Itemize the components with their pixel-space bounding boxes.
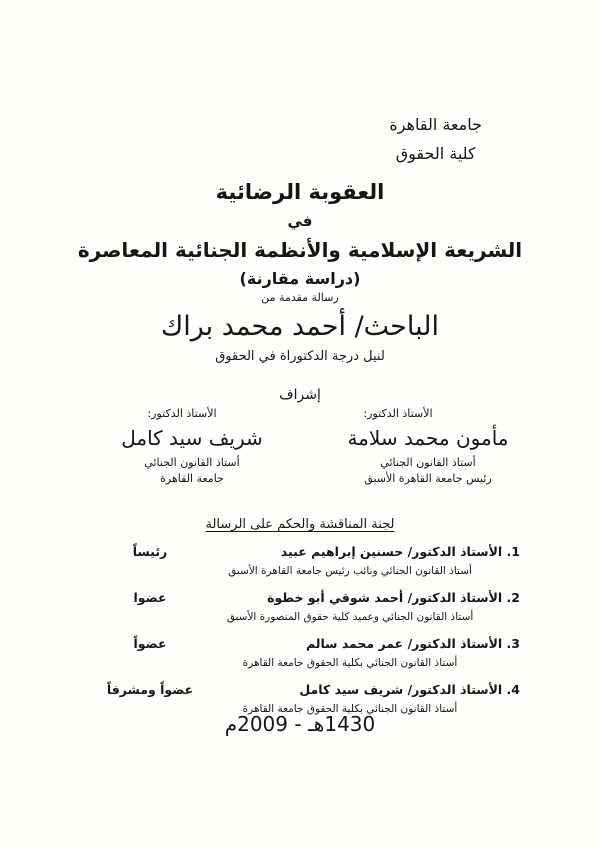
member-role: رئيساً xyxy=(132,544,168,559)
committee-member-row xyxy=(0,589,600,625)
supervisor-main xyxy=(308,407,548,487)
university-name: جامعة القاهرة xyxy=(389,115,482,134)
committee-section xyxy=(0,516,600,727)
supervisor-co xyxy=(72,407,312,487)
supervisor-title: الأستاذ الدكتور: xyxy=(147,407,217,420)
member-name: 2. الأستاذ الدكتور/ أحمد شوقي أبو خطوة xyxy=(267,590,520,605)
member-role: عضوا xyxy=(133,590,167,605)
supervisor-position: أستاذ القانون الجنائي xyxy=(144,456,240,469)
member-description: أستاذ القانون الجنائي بكلية الحقوق جامعة القاهرة xyxy=(242,703,458,715)
thesis-title-block xyxy=(0,180,600,289)
submission-block xyxy=(0,290,600,366)
publication-date: 1430هـ - 2009م xyxy=(224,712,376,736)
member-description: أستاذ القانون الجنائي بكلية الحقوق جامعة القاهرة xyxy=(242,657,458,669)
supervision-heading: إشراف xyxy=(279,387,321,403)
member-description: أستاذ القانون الجنائي وعميد كلية حقوق المنصورة الأسبق xyxy=(226,611,474,623)
committee-member-row xyxy=(0,635,600,671)
member-name: 3. الأستاذ الدكتور/ عمر محمد سالم xyxy=(305,636,520,651)
submission-intro: رسالة مقدمة من xyxy=(261,291,339,304)
supervisor-title: الأستاذ الدكتور: xyxy=(363,407,433,420)
member-role: عضواً ومشرفاً xyxy=(106,682,194,697)
committee-member-row xyxy=(0,543,600,579)
researcher-name: الباحث/ أحمد محمد براك xyxy=(161,311,439,342)
supervisor-name: شريف سيد كامل xyxy=(121,426,263,450)
member-role: عضواً xyxy=(133,636,167,651)
supervisor-name: مأمون محمد سلامة xyxy=(347,426,509,450)
title-study-note: (دراسة مقارنة) xyxy=(239,269,361,288)
title-subject: الشريعة الإسلامية والأنظمة الجنائية المعاصرة xyxy=(77,238,523,262)
university-header xyxy=(389,110,482,168)
faculty-name: كلية الحقوق xyxy=(395,144,476,163)
member-description: أستاذ القانون الجنائي ونائب رئيس جامعة القاهرة الأسبق xyxy=(228,565,472,577)
member-name: 4. الأستاذ الدكتور/ شريف سيد كامل xyxy=(299,682,520,697)
member-name: 1. الأستاذ الدكتور/ حسنين إبراهيم عبيد xyxy=(280,544,520,559)
title-main: العقوبة الرضائية xyxy=(215,180,385,204)
supervisor-affiliation: رئيس جامعة القاهرة الأسبق xyxy=(364,472,492,485)
supervisor-affiliation: جامعة القاهرة xyxy=(160,472,224,485)
submission-purpose: لنيل درجة الدكتوراة في الحقوق xyxy=(215,349,385,364)
title-connector: في xyxy=(287,212,313,230)
supervisor-position: أستاذ القانون الجنائي xyxy=(380,456,476,469)
committee-heading: لجنة المناقشة والحكم على الرسالة xyxy=(205,517,395,532)
